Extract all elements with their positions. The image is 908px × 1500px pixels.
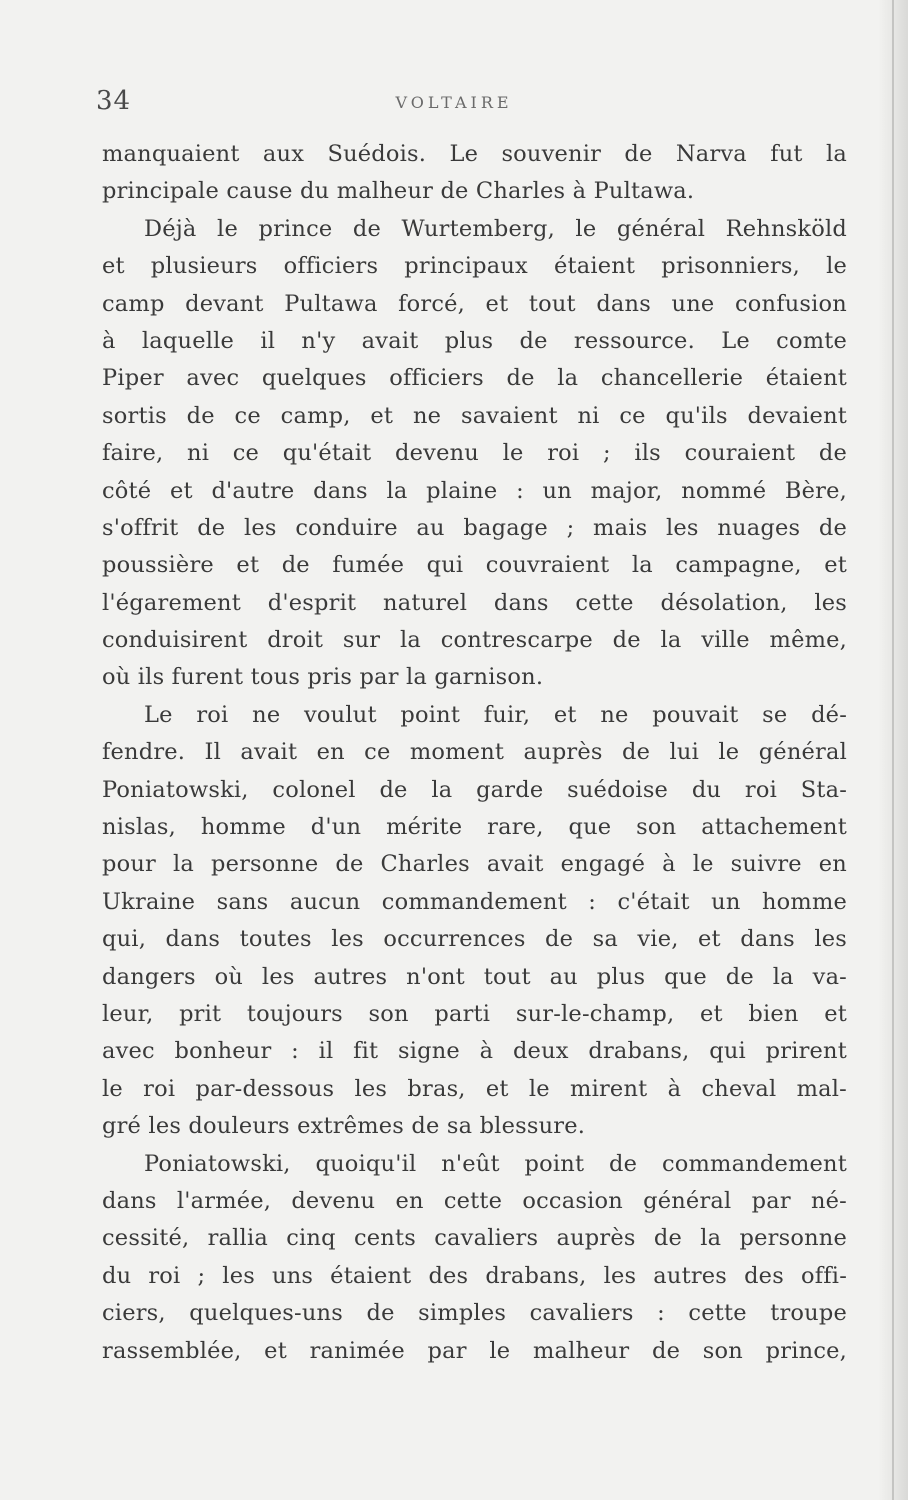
- text-line: faire, ni ce qu'était devenu le roi ; ils couraient de: [102, 440, 847, 467]
- running-title: VOLTAIRE: [395, 93, 513, 112]
- text-line: où ils furent tous pris par la garnison.: [102, 664, 544, 691]
- text-line: à laquelle il n'y avait plus de ressource. Le comte: [102, 327, 847, 354]
- text-line: pour la personne de Charles avait engagé à le suivre en: [102, 851, 847, 878]
- text-line: cessité, rallia cinq cents cavaliers auprès de la personne: [102, 1225, 847, 1252]
- text-line: Poniatowski, colonel de la garde suédoise du roi Sta-: [102, 776, 847, 803]
- text-line: le roi par-dessous les bras, et le mirent à cheval mal-: [102, 1075, 847, 1102]
- text-line: avec bonheur : il fit signe à deux drabans, qui prirent: [102, 1038, 847, 1065]
- text-line: manquaient aux Suédois. Le souvenir de Narva fut la: [102, 141, 847, 167]
- text-line: Le roi ne voulut point fuir, et ne pouvait se dé-: [144, 701, 847, 728]
- text-line: côté et d'autre dans la plaine : un major, nommé Bère,: [102, 477, 847, 504]
- text-line: leur, prit toujours son parti sur-le-champ, et bien et: [102, 1000, 847, 1027]
- text-line: conduisirent droit sur la contrescarpe de la ville même,: [102, 627, 847, 654]
- text-line: nislas, homme d'un mérite rare, que son attachement: [102, 814, 847, 841]
- text-line: dangers où les autres n'ont tout au plus que de la va-: [102, 963, 847, 990]
- text-line: Piper avec quelques officiers de la chancellerie étaient: [102, 365, 847, 392]
- text-line: Déjà le prince de Wurtemberg, le général Rehnsköld: [144, 215, 847, 242]
- text-line: l'égarement d'esprit naturel dans cette désolation, les: [102, 589, 847, 616]
- text-line: camp devant Pultawa forcé, et tout dans une confusion: [102, 290, 847, 317]
- text-line: dans l'armée, devenu en cette occasion général par né-: [102, 1187, 847, 1214]
- text-line: gré les douleurs extrêmes de sa blessure.: [102, 1113, 586, 1140]
- text-line: s'offrit de les conduire au bagage ; mais les nuages de: [102, 514, 847, 541]
- text-line: Ukraine sans aucun commandement : c'était un homme: [102, 888, 847, 915]
- text-line: principale cause du malheur de Charles à Pultawa.: [102, 178, 695, 205]
- page-number: 34: [96, 86, 132, 116]
- text-line: sortis de ce camp, et ne savaient ni ce qu'ils devaient: [102, 402, 847, 429]
- text-line: qui, dans toutes les occurrences de sa vie, et dans les: [102, 926, 847, 953]
- text-line: du roi ; les uns étaient des drabans, les autres des offi-: [102, 1262, 847, 1289]
- text-line: et plusieurs officiers principaux étaient prisonniers, le: [102, 253, 847, 280]
- page-edge-line: [892, 0, 894, 1500]
- text-line: fendre. Il avait en ce moment auprès de lui le général: [102, 739, 847, 766]
- body-text: [102, 136, 847, 1370]
- text-line: rassemblée, et ranimée par le malheur de son prince,: [102, 1337, 847, 1364]
- text-line: Poniatowski, quoiqu'il n'eût point de commandement: [144, 1150, 847, 1177]
- text-line: poussière et de fumée qui couvraient la campagne, et: [102, 552, 847, 579]
- text-line: ciers, quelques-uns de simples cavaliers : cette troupe: [102, 1300, 847, 1327]
